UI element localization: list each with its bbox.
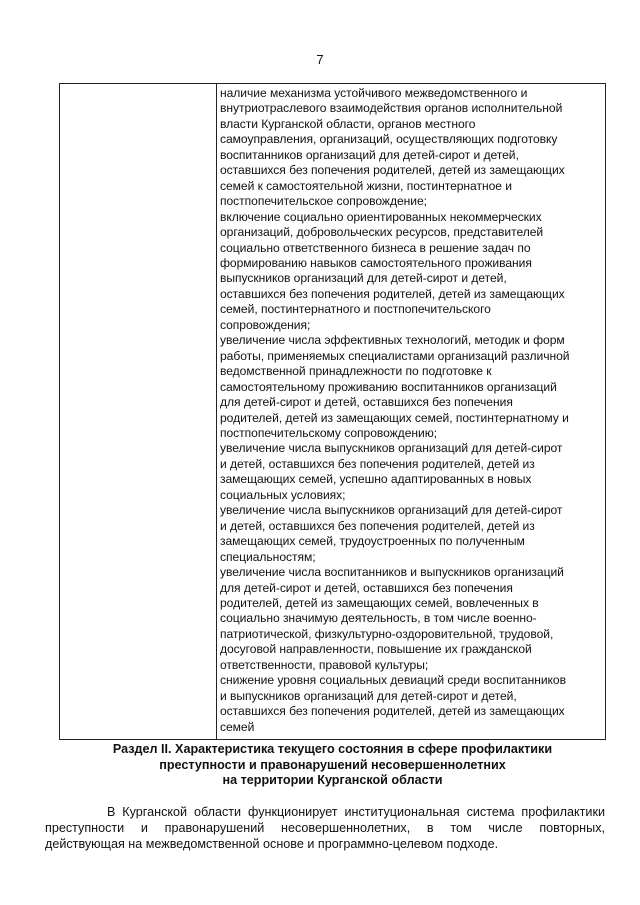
cell-text-line: родителей, детей из замещающих семей, постинтернатному и	[220, 410, 569, 425]
cell-text-line: снижение уровня социальных девиаций среди воспитанников	[220, 673, 566, 688]
cell-text-line: замещающих семей, успешно адаптированных в новых	[220, 472, 532, 487]
cell-text-line: увеличение числа выпускников организаций для детей-сирот	[220, 441, 563, 456]
cell-text-line: самоуправления, организаций, осуществляющих подготовку	[220, 132, 558, 147]
goals-table	[59, 83, 606, 740]
cell-text-line: семей, постинтернатного и постпопечительского	[220, 302, 491, 317]
cell-text-line: самостоятельному проживанию воспитанников организаций	[220, 379, 557, 394]
cell-text-line: для детей-сирот и детей, оставшихся без попечения	[220, 580, 513, 595]
cell-text-line: постпопечительское сопровождение;	[220, 194, 427, 209]
cell-text-line: постпопечительскому сопровождению;	[220, 425, 438, 440]
section-heading-line: преступности и правонарушений несовершеннолетних	[159, 757, 506, 772]
cell-text-line: социально ответственного бизнеса в решение задач по	[220, 240, 531, 255]
body-paragraph	[45, 804, 605, 853]
cell-text-line: специальностям;	[220, 549, 316, 564]
table-cell-left	[60, 84, 217, 740]
cell-text-line: увеличение числа выпускников организаций для детей-сирот	[220, 503, 563, 518]
cell-text-line: и выпускников организаций для детей-сирот и детей,	[220, 688, 517, 703]
cell-text-line: сопровождения;	[220, 317, 311, 332]
cell-text-line: для детей-сирот и детей, оставшихся без попечения	[220, 395, 513, 410]
cell-text-line: ответственности, правовой культуры;	[220, 657, 429, 672]
cell-text-line: замещающих семей, трудоустроенных по полученным	[220, 534, 525, 549]
cell-text-line: внутриотраслевого взаимодействия органов исполнительной	[220, 101, 563, 116]
table-cell-right	[217, 84, 606, 740]
cell-text-line: включение социально ориентированных некоммерческих	[220, 209, 542, 224]
cell-text-line: оставшихся без попечения родителей, детей из замещающих	[220, 163, 565, 178]
cell-text-line: социальных условиях;	[220, 487, 346, 502]
cell-text-line: досуговой направленности, повышение их гражданской	[220, 642, 532, 657]
cell-text-line: увеличение числа воспитанников и выпускников организаций	[220, 565, 564, 580]
cell-text-line: и детей, оставшихся без попечения родителей, детей из	[220, 456, 535, 471]
paragraph-line: В Курганской области функционирует институциональная система профилактики	[107, 805, 605, 819]
section-heading	[60, 742, 605, 789]
cell-text-line: ведомственной принадлежности по подготовке к	[220, 364, 492, 379]
table-row	[60, 84, 606, 740]
cell-text-line: выпускников организаций для детей-сирот и детей,	[220, 271, 507, 286]
section-heading-line: Раздел II. Характеристика текущего состояния в сфере профилактики	[112, 742, 553, 756]
cell-text-line: увеличение числа эффективных технологий, методик и форм	[220, 333, 565, 348]
cell-text-line: и детей, оставшихся без попечения родителей, детей из	[220, 518, 535, 533]
cell-text-line: оставшихся без попечения родителей, детей из замещающих	[220, 704, 565, 719]
cell-text-line: патриотической, физкультурно-оздоровительной, трудовой,	[220, 626, 554, 641]
cell-text-line: семей к самостоятельной жизни, постинтернатное и	[220, 178, 512, 193]
cell-text-line: формированию навыков самостоятельного проживания	[220, 255, 532, 270]
cell-text-line: организаций, добровольческих ресурсов, представителей	[220, 225, 544, 240]
page-number: 7	[316, 52, 324, 67]
section-heading-line: на территории Курганской области	[222, 773, 443, 787]
cell-text-line: работы, применяемых специалистами организаций различной	[220, 348, 570, 363]
paragraph-line: действующая на межведомственной основе и программно-целевом подходе.	[45, 837, 499, 852]
cell-text-line: воспитанников организаций для детей-сирот и детей,	[220, 147, 519, 162]
cell-text-line: социально значимую деятельность, в том числе военно-	[220, 611, 537, 626]
cell-text-line: власти Курганской области, органов местного	[220, 116, 476, 131]
cell-text-line: семей	[220, 719, 255, 734]
cell-text-line: оставшихся без попечения родителей, детей из замещающих	[220, 286, 565, 301]
cell-text-line: родителей, детей из замещающих семей, вовлеченных в	[220, 595, 539, 610]
paragraph-line: преступности и правонарушений несовершеннолетних, в том числе повторных,	[45, 821, 605, 836]
cell-text-line: наличие механизма устойчивого межведомственного и	[220, 86, 528, 100]
